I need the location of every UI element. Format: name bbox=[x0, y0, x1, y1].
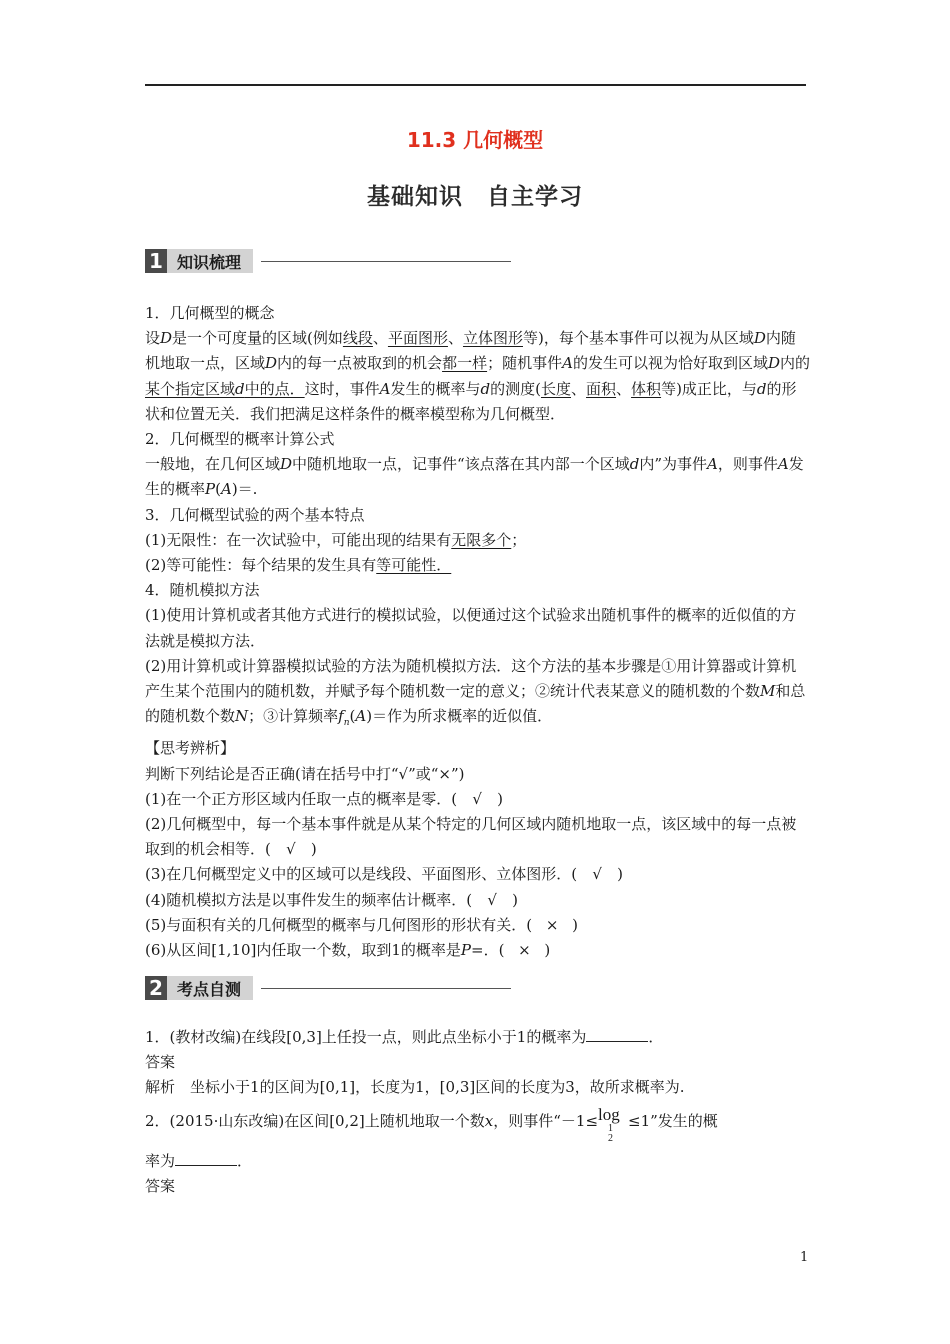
heading-concept: 1．几何概型的概念 bbox=[145, 304, 275, 322]
feature-infinite: (1)无限性：在一次试验中，可能出现的结果有无限多个； bbox=[145, 530, 527, 549]
log-expression: log 1 2 bbox=[598, 1105, 620, 1144]
paragraph-concept: 设D是一个可度量的区域(例如线段、平面图形、立体图形等)，每个基本事件可以视为从区域D内随机地取一点，区域D内的每一点被取到的机会都一样；随机事件A的发生可以视为恰好取到区域D内的某个指定区域d中的点．这时，事件A发生的概率与d的测度(长度、面积、体积等)成正比，与d的形状和位置无关．我们把满足这样条件的概率模型称为几何概型． bbox=[145, 329, 810, 423]
section-header-knowledge bbox=[145, 248, 511, 274]
analysis: 解析 坐标小于1的区间为[0,1]，长度为1，[0,3]区间的长度为3，故所求概率为. bbox=[145, 1078, 685, 1097]
section-label: 知识梳理 bbox=[167, 249, 253, 273]
heading-features: 3．几何概型试验的两个基本特点 bbox=[145, 505, 365, 524]
question-2-line2: 率为 ． bbox=[145, 1152, 253, 1170]
section-title: 基础知识 自主学习 bbox=[367, 184, 583, 210]
think-item: (3)在几何概型定义中的区域可以是线段、平面图形、立体图形．( √ ) bbox=[145, 865, 623, 884]
section-header-selftest bbox=[145, 975, 511, 1001]
header-rule bbox=[145, 84, 806, 86]
question-2-cont bbox=[145, 1149, 810, 1199]
heading-formula: 2．几何概型的概率计算公式 bbox=[145, 430, 335, 449]
page-number: 1 bbox=[800, 1250, 809, 1265]
question-2: 2．(2015·山东改编)在区间[0,2]上随机地取一个数x，则事件“－1≤log 1 2 ≤1”发生的概 bbox=[145, 1105, 718, 1144]
section-label: 考点自测 bbox=[167, 976, 253, 1000]
feature-equal: (2)等可能性：每个结果的发生具有等可能性． bbox=[145, 556, 452, 575]
answer-label: 答案 bbox=[145, 1053, 176, 1072]
heading-think: 【思考辨析】 bbox=[145, 739, 236, 758]
section-number: 1 bbox=[145, 249, 167, 273]
simulation-2: (2)用计算机或计算器模拟试验的方法为随机模拟方法．这个方法的基本步骤是①用计算器或计算机产生某个范围内的随机数，并赋予每个随机数一定的意义；②统计代表某意义的随机数的个数M和总的随机数个数N；③计算频率$f_n(A)=$作为所求概率的近似值． bbox=[145, 656, 806, 729]
answer-blank bbox=[586, 1027, 648, 1042]
paragraph-formula: 一般地，在几何区域D中随机地取一点，记事件“该点落在其内部一个区域d内”为事件A，则事件A发生的概率P(A)＝. bbox=[145, 455, 804, 499]
knowledge-body bbox=[145, 301, 810, 963]
think-intro: 判断下列结论是否正确(请在括号中打“√”或“×”) bbox=[145, 764, 465, 783]
think-item: (5)与面积有关的几何概型的概率与几何图形的形状有关．( × ) bbox=[145, 915, 578, 934]
answer-blank bbox=[175, 1151, 237, 1166]
chapter-title: 11.3 几何概型 bbox=[406, 128, 544, 152]
think-item: (4)随机模拟方法是以事件发生的频率估计概率．( √ ) bbox=[145, 890, 518, 909]
answer-label: 答案 bbox=[145, 1177, 176, 1196]
section-divider bbox=[261, 261, 511, 262]
heading-simulation: 4．随机模拟方法 bbox=[145, 581, 260, 600]
think-item: (1)在一个正方形区域内任取一点的概率是零．( √ ) bbox=[145, 789, 503, 808]
question-1: 1．(教材改编)在线段[0,3]上任投一点，则此点坐标小于1的概率为 ． bbox=[145, 1028, 664, 1046]
think-item: (6)从区间[1,10]内任取一个数，取到1的概率是P=．( × ) bbox=[145, 941, 551, 960]
section-divider bbox=[261, 988, 511, 989]
question-2-block bbox=[145, 1105, 810, 1144]
section-number: 2 bbox=[145, 976, 167, 1000]
simulation-1: (1)使用计算机或者其他方式进行的模拟试验，以便通过这个试验求出随机事件的概率的近似值的方法就是模拟方法． bbox=[145, 606, 797, 650]
selftest-body bbox=[145, 1025, 810, 1101]
think-item: (2)几何概型中，每一个基本事件就是从某个特定的几何区域内随机地取一点，该区域中的每一点被取到的机会相等．( √ ) bbox=[145, 815, 797, 859]
